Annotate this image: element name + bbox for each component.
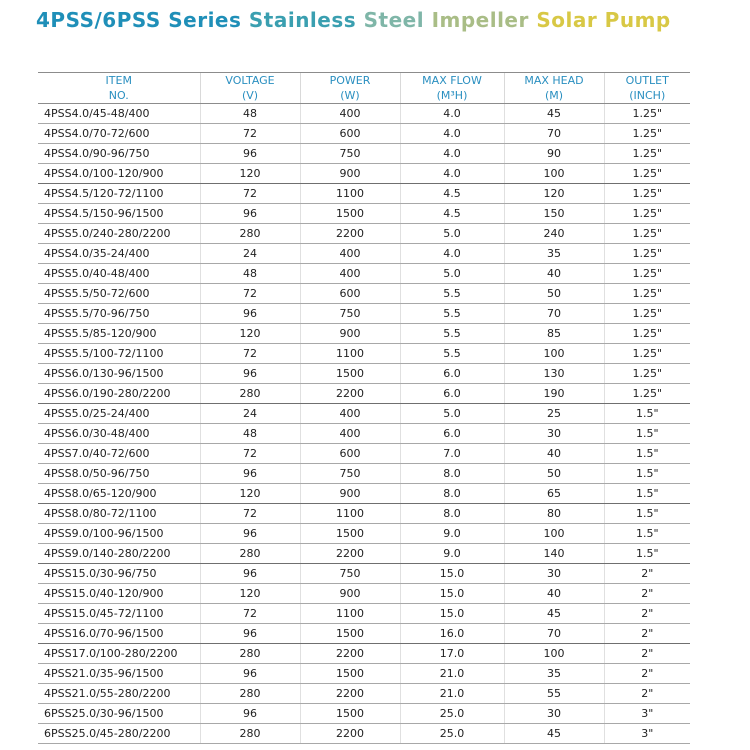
table-row [38,564,690,584]
cell-power: 600 [300,444,400,464]
cell-voltage: 48 [200,264,300,284]
table-row [38,144,690,164]
cell-outlet: 1.5" [604,544,690,564]
cell-voltage: 120 [200,584,300,604]
table-row [38,284,690,304]
cell-voltage: 72 [200,504,300,524]
cell-outlet: 1.25" [604,324,690,344]
cell-power: 600 [300,284,400,304]
title-steel: Steel [363,8,425,32]
header-item-sub: NO. [38,88,200,104]
cell-max-head: 30 [504,424,604,444]
cell-voltage: 280 [200,724,300,744]
cell-voltage: 120 [200,164,300,184]
cell-outlet: 2" [604,664,690,684]
cell-power: 750 [300,304,400,324]
header-power: POWER [300,73,400,89]
cell-voltage: 120 [200,324,300,344]
cell-max-flow: 6.0 [400,384,504,404]
cell-outlet: 1.25" [604,384,690,404]
cell-max-head: 100 [504,644,604,664]
table-row [38,444,690,464]
cell-max-flow: 4.0 [400,164,504,184]
cell-item-no: 4PSS21.0/35-96/1500 [38,664,200,684]
table-row [38,404,690,424]
spec-table-body [38,104,690,744]
table-row [38,604,690,624]
cell-max-flow: 4.0 [400,244,504,264]
cell-power: 1500 [300,364,400,384]
header-item: ITEM [38,73,200,89]
cell-outlet: 1.25" [604,224,690,244]
cell-voltage: 72 [200,444,300,464]
cell-max-head: 35 [504,244,604,264]
cell-item-no: 4PSS6.0/130-96/1500 [38,364,200,384]
cell-voltage: 96 [200,524,300,544]
cell-power: 900 [300,164,400,184]
table-row [38,184,690,204]
cell-voltage: 96 [200,664,300,684]
cell-outlet: 3" [604,724,690,744]
header-max-head-unit: (M) [504,88,604,104]
cell-power: 1500 [300,624,400,644]
cell-power: 1100 [300,184,400,204]
header-voltage-unit: (V) [200,88,300,104]
cell-power: 1500 [300,704,400,724]
table-row [38,104,690,124]
cell-power: 400 [300,104,400,124]
cell-voltage: 280 [200,224,300,244]
cell-item-no: 4PSS17.0/100-280/2200 [38,644,200,664]
cell-outlet: 2" [604,644,690,664]
cell-max-head: 100 [504,524,604,544]
cell-item-no: 4PSS7.0/40-72/600 [38,444,200,464]
cell-item-no: 4PSS4.0/70-72/600 [38,124,200,144]
cell-max-head: 40 [504,584,604,604]
cell-max-flow: 7.0 [400,444,504,464]
cell-voltage: 96 [200,464,300,484]
header-voltage: VOLTAGE [200,73,300,89]
table-row [38,664,690,684]
cell-max-flow: 5.0 [400,264,504,284]
table-row [38,624,690,644]
cell-voltage: 96 [200,304,300,324]
header-row-units [38,88,690,104]
cell-voltage: 24 [200,244,300,264]
cell-outlet: 1.5" [604,464,690,484]
cell-item-no: 4PSS6.0/190-280/2200 [38,384,200,404]
cell-voltage: 48 [200,104,300,124]
cell-item-no: 4PSS5.0/25-24/400 [38,404,200,424]
title-series: 4PSS/6PSS Series [36,8,242,32]
cell-max-head: 30 [504,704,604,724]
cell-voltage: 280 [200,684,300,704]
cell-max-head: 80 [504,504,604,524]
cell-power: 900 [300,484,400,504]
table-row [38,224,690,244]
cell-max-head: 25 [504,404,604,424]
cell-max-head: 40 [504,264,604,284]
cell-voltage: 96 [200,204,300,224]
cell-outlet: 1.5" [604,444,690,464]
cell-power: 1100 [300,344,400,364]
cell-max-head: 45 [504,724,604,744]
header-power-unit: (W) [300,88,400,104]
cell-item-no: 4PSS5.5/50-72/600 [38,284,200,304]
table-row [38,684,690,704]
cell-power: 2200 [300,644,400,664]
table-row [38,124,690,144]
cell-power: 400 [300,424,400,444]
cell-outlet: 1.25" [604,344,690,364]
cell-max-head: 150 [504,204,604,224]
cell-item-no: 4PSS8.0/80-72/1100 [38,504,200,524]
cell-voltage: 96 [200,624,300,644]
cell-item-no: 4PSS4.0/45-48/400 [38,104,200,124]
cell-max-flow: 5.0 [400,404,504,424]
table-row [38,304,690,324]
table-row [38,424,690,444]
cell-outlet: 1.25" [604,104,690,124]
header-row-names [38,73,690,89]
cell-item-no: 6PSS25.0/30-96/1500 [38,704,200,724]
cell-outlet: 1.25" [604,364,690,384]
cell-max-head: 65 [504,484,604,504]
cell-max-flow: 15.0 [400,564,504,584]
cell-voltage: 96 [200,144,300,164]
cell-max-head: 70 [504,624,604,644]
cell-voltage: 96 [200,704,300,724]
cell-item-no: 4PSS4.5/120-72/1100 [38,184,200,204]
cell-outlet: 2" [604,584,690,604]
table-row [38,364,690,384]
cell-max-flow: 5.5 [400,304,504,324]
table-row [38,264,690,284]
cell-outlet: 1.25" [604,284,690,304]
cell-max-head: 45 [504,604,604,624]
table-row [38,524,690,544]
cell-max-head: 100 [504,344,604,364]
cell-max-flow: 5.5 [400,284,504,304]
cell-item-no: 4PSS4.0/100-120/900 [38,164,200,184]
cell-item-no: 4PSS5.5/100-72/1100 [38,344,200,364]
cell-item-no: 4PSS15.0/45-72/1100 [38,604,200,624]
cell-item-no: 4PSS4.0/90-96/750 [38,144,200,164]
cell-outlet: 1.5" [604,484,690,504]
cell-power: 2200 [300,724,400,744]
cell-voltage: 72 [200,604,300,624]
cell-power: 2200 [300,384,400,404]
cell-power: 1500 [300,524,400,544]
cell-outlet: 1.25" [604,144,690,164]
cell-max-flow: 25.0 [400,724,504,744]
cell-max-head: 140 [504,544,604,564]
cell-max-flow: 9.0 [400,544,504,564]
cell-max-head: 100 [504,164,604,184]
cell-max-flow: 4.0 [400,124,504,144]
cell-max-head: 70 [504,124,604,144]
cell-power: 1100 [300,604,400,624]
cell-max-flow: 17.0 [400,644,504,664]
table-row [38,464,690,484]
title-stainless: Stainless [248,8,357,32]
table-row [38,164,690,184]
cell-max-flow: 6.0 [400,364,504,384]
cell-max-flow: 15.0 [400,604,504,624]
page-title [36,8,671,32]
cell-outlet: 1.5" [604,504,690,524]
cell-voltage: 72 [200,344,300,364]
cell-outlet: 1.5" [604,524,690,544]
cell-voltage: 280 [200,644,300,664]
cell-max-flow: 8.0 [400,484,504,504]
cell-max-head: 90 [504,144,604,164]
cell-voltage: 24 [200,404,300,424]
cell-outlet: 1.25" [604,124,690,144]
cell-voltage: 72 [200,124,300,144]
cell-item-no: 4PSS5.5/70-96/750 [38,304,200,324]
cell-voltage: 96 [200,564,300,584]
cell-item-no: 6PSS25.0/45-280/2200 [38,724,200,744]
cell-power: 600 [300,124,400,144]
cell-max-flow: 25.0 [400,704,504,724]
cell-item-no: 4PSS5.5/85-120/900 [38,324,200,344]
spec-table [38,72,690,744]
cell-max-flow: 4.5 [400,204,504,224]
cell-max-head: 120 [504,184,604,204]
cell-item-no: 4PSS9.0/140-280/2200 [38,544,200,564]
cell-power: 750 [300,564,400,584]
cell-item-no: 4PSS15.0/40-120/900 [38,584,200,604]
cell-item-no: 4PSS6.0/30-48/400 [38,424,200,444]
cell-max-flow: 5.5 [400,324,504,344]
cell-max-flow: 8.0 [400,464,504,484]
cell-max-head: 35 [504,664,604,684]
cell-outlet: 2" [604,564,690,584]
header-max-flow-unit: (M³H) [400,88,504,104]
cell-outlet: 1.25" [604,304,690,324]
cell-outlet: 1.25" [604,184,690,204]
cell-power: 400 [300,264,400,284]
cell-power: 400 [300,244,400,264]
cell-item-no: 4PSS8.0/65-120/900 [38,484,200,504]
table-row [38,704,690,724]
title-solar-pump: Solar Pump [536,8,671,32]
cell-max-head: 240 [504,224,604,244]
cell-max-flow: 5.0 [400,224,504,244]
cell-item-no: 4PSS5.0/240-280/2200 [38,224,200,244]
cell-max-flow: 4.0 [400,104,504,124]
cell-outlet: 1.25" [604,204,690,224]
cell-power: 1500 [300,664,400,684]
cell-power: 2200 [300,224,400,244]
header-outlet: OUTLET [604,73,690,89]
table-row [38,644,690,664]
cell-power: 1500 [300,204,400,224]
table-row [38,584,690,604]
table-row [38,504,690,524]
cell-max-flow: 16.0 [400,624,504,644]
cell-max-flow: 6.0 [400,424,504,444]
cell-max-head: 190 [504,384,604,404]
table-row [38,724,690,744]
cell-max-flow: 9.0 [400,524,504,544]
cell-max-flow: 4.0 [400,144,504,164]
cell-item-no: 4PSS8.0/50-96/750 [38,464,200,484]
cell-max-flow: 5.5 [400,344,504,364]
cell-voltage: 72 [200,184,300,204]
cell-item-no: 4PSS16.0/70-96/1500 [38,624,200,644]
table-row [38,384,690,404]
cell-power: 750 [300,464,400,484]
cell-item-no: 4PSS4.0/35-24/400 [38,244,200,264]
header-outlet-unit: (INCH) [604,88,690,104]
cell-outlet: 1.5" [604,424,690,444]
cell-max-head: 85 [504,324,604,344]
cell-voltage: 120 [200,484,300,504]
cell-outlet: 1.25" [604,264,690,284]
cell-outlet: 2" [604,604,690,624]
table-row [38,244,690,264]
title-impeller: Impeller [431,8,529,32]
cell-voltage: 96 [200,364,300,384]
cell-outlet: 1.25" [604,164,690,184]
cell-max-head: 130 [504,364,604,384]
cell-item-no: 4PSS15.0/30-96/750 [38,564,200,584]
cell-voltage: 48 [200,424,300,444]
cell-power: 750 [300,144,400,164]
cell-power: 900 [300,324,400,344]
header-max-flow: MAX FLOW [400,73,504,89]
cell-power: 1100 [300,504,400,524]
cell-max-flow: 8.0 [400,504,504,524]
cell-max-flow: 21.0 [400,664,504,684]
cell-outlet: 2" [604,624,690,644]
table-row [38,484,690,504]
table-row [38,344,690,364]
cell-max-head: 70 [504,304,604,324]
table-row [38,544,690,564]
cell-max-head: 50 [504,284,604,304]
cell-outlet: 1.25" [604,244,690,264]
table-row [38,324,690,344]
cell-power: 900 [300,584,400,604]
cell-voltage: 72 [200,284,300,304]
cell-max-head: 55 [504,684,604,704]
cell-item-no: 4PSS4.5/150-96/1500 [38,204,200,224]
cell-max-flow: 4.5 [400,184,504,204]
cell-voltage: 280 [200,544,300,564]
cell-max-flow: 21.0 [400,684,504,704]
header-max-head: MAX HEAD [504,73,604,89]
cell-power: 2200 [300,544,400,564]
cell-power: 400 [300,404,400,424]
cell-power: 2200 [300,684,400,704]
table-row [38,204,690,224]
cell-item-no: 4PSS21.0/55-280/2200 [38,684,200,704]
cell-outlet: 1.5" [604,404,690,424]
cell-outlet: 3" [604,704,690,724]
cell-outlet: 2" [604,684,690,704]
cell-max-flow: 15.0 [400,584,504,604]
cell-item-no: 4PSS5.0/40-48/400 [38,264,200,284]
cell-max-head: 50 [504,464,604,484]
cell-item-no: 4PSS9.0/100-96/1500 [38,524,200,544]
cell-voltage: 280 [200,384,300,404]
cell-max-head: 45 [504,104,604,124]
cell-max-head: 30 [504,564,604,584]
cell-max-head: 40 [504,444,604,464]
